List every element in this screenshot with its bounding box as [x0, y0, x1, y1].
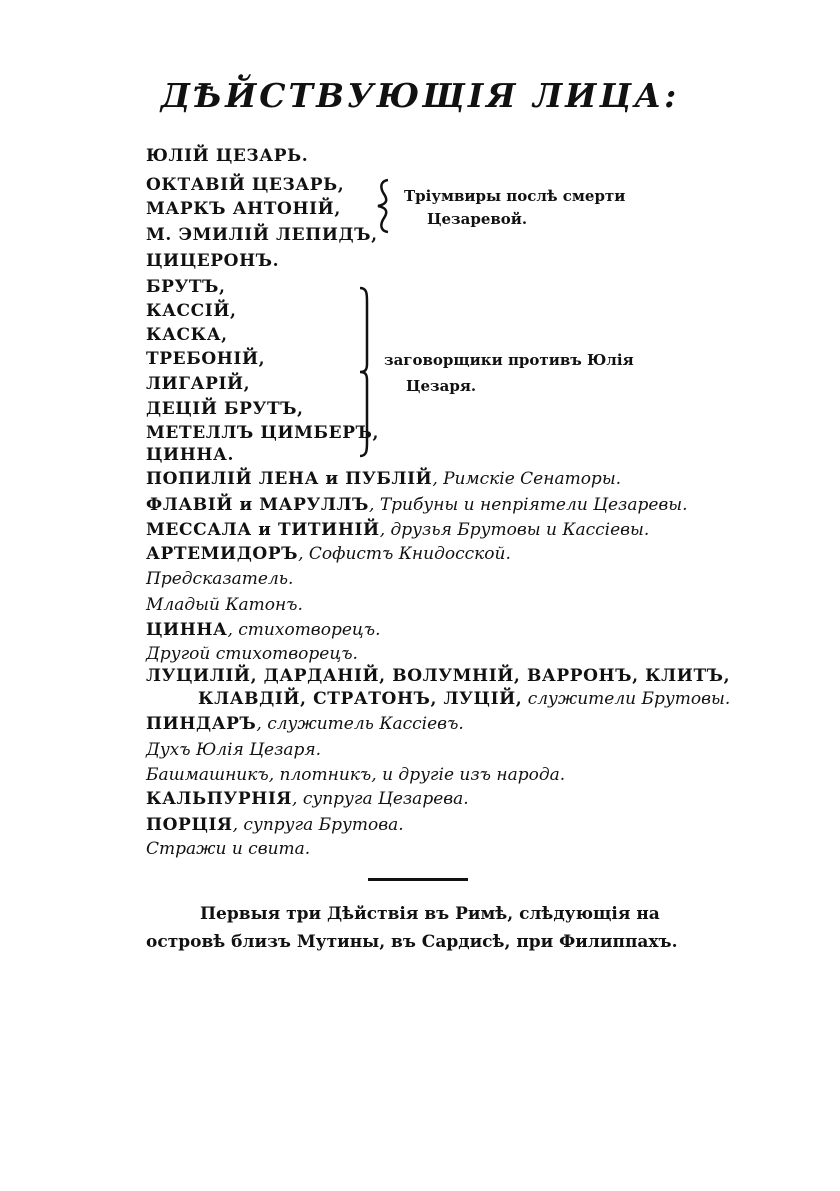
character-name: ЛИГАРІЙ,: [146, 374, 251, 394]
character-name: ЛУЦИЛІЙ, ДАРДАНІЙ, ВОЛУМНІЙ, ВАРРОНЪ, КЛИТЪ,: [146, 666, 731, 686]
triumvirs-note: Цезаревой.: [427, 210, 528, 228]
character-name: ЦИЦЕРОНЪ.: [146, 251, 280, 271]
character-name: М. ЭМИЛІЙ ЛЕПИДЪ,: [146, 225, 378, 245]
cast-line: [146, 619, 380, 641]
character-description: служители Брутовы.: [522, 689, 731, 709]
group-brace: [374, 178, 396, 234]
character-name: МЕТЕЛЛЪ ЦИМБЕРЪ,: [146, 423, 379, 443]
triumvirs-note: Тріумвиры послѣ смерти: [404, 187, 626, 205]
character-name: ЦИННА.: [146, 445, 234, 465]
character-name: КАССІЙ,: [146, 301, 237, 321]
cast-line: [146, 814, 404, 836]
cast-line: [146, 643, 358, 665]
cast-line: [146, 568, 293, 590]
character-description: Предсказатель.: [146, 569, 294, 589]
character-name: КЛАВДІЙ, СТРАТОНЪ, ЛУЦІЙ,: [198, 689, 523, 709]
cast-line: [146, 594, 303, 616]
character-description: Другой стихотворецъ.: [146, 644, 358, 664]
character-name: БРУТЪ,: [146, 277, 226, 297]
character-description: , супруга Цезарева.: [292, 789, 469, 809]
group-brace: [354, 286, 374, 458]
character-description: , друзья Брутовы и Кассіевы.: [379, 520, 650, 540]
character-description: , служитель Кассіевъ.: [256, 714, 464, 734]
character-name: ОКТАВІЙ ЦЕЗАРЬ,: [146, 175, 345, 195]
character-name: ПОПИЛІЙ ЛЕНА и ПУБЛІЙ: [146, 469, 433, 489]
setting-note: островѣ близъ Мутины, въ Сардисѣ, при Филиппахъ.: [146, 932, 678, 952]
character-description: Стражи и свита.: [146, 839, 311, 859]
cast-line: [146, 519, 649, 541]
character-description: Младый Катонъ.: [146, 595, 303, 615]
character-description: , Римскіе Сенаторы.: [432, 469, 622, 489]
character-description: , стихотворецъ.: [227, 620, 381, 640]
character-name: ПОРЦІЯ: [146, 815, 233, 835]
character-name: МАРКЪ АНТОНІЙ,: [146, 199, 341, 219]
conspirators-note: заговорщики противъ Юлія: [384, 351, 634, 369]
character-name: КАЛЬПУРНІЯ: [146, 789, 293, 809]
character-name: ПИНДАРЪ: [146, 714, 257, 734]
cast-line: [146, 739, 321, 761]
conspirators-note: Цезаря.: [406, 377, 477, 395]
cast-line: [146, 788, 469, 810]
character-name: ЮЛІЙ ЦЕЗАРЬ.: [146, 146, 309, 166]
character-description: , Софистъ Книдосской.: [298, 544, 511, 564]
cast-line: [146, 665, 730, 687]
setting-note: Первыя три Дѣйствія въ Римѣ, слѣдующія на: [200, 904, 660, 924]
cast-line: [146, 838, 310, 860]
character-description: Башмашникъ, плотникъ, и другіе изъ народа.: [146, 765, 566, 785]
character-name: ДЕЦІЙ БРУТЪ,: [146, 399, 304, 419]
cast-line: [146, 468, 621, 490]
character-description: Духъ Юлія Цезаря.: [146, 740, 322, 760]
character-description: , супруга Брутова.: [232, 815, 404, 835]
character-name: КАСКА,: [146, 325, 228, 345]
page-title: ДѢЙСТВУЮЩІЯ ЛИЦА:: [160, 76, 680, 115]
character-name: МЕССАЛА и ТИТИНІЙ: [146, 520, 380, 540]
cast-line: [146, 713, 464, 735]
section-divider: [368, 878, 468, 881]
cast-line: [198, 688, 730, 710]
character-name: АРТЕМИДОРЪ: [146, 544, 299, 564]
character-name: ФЛАВІЙ и МАРУЛЛЪ: [146, 495, 370, 515]
cast-line: [146, 494, 688, 516]
character-name: ТРЕБОНІЙ,: [146, 349, 266, 369]
cast-line: [146, 543, 511, 565]
character-description: , Трибуны и непріятели Цезаревы.: [369, 495, 688, 515]
cast-line: [146, 764, 565, 786]
character-name: ЦИННА: [146, 620, 228, 640]
